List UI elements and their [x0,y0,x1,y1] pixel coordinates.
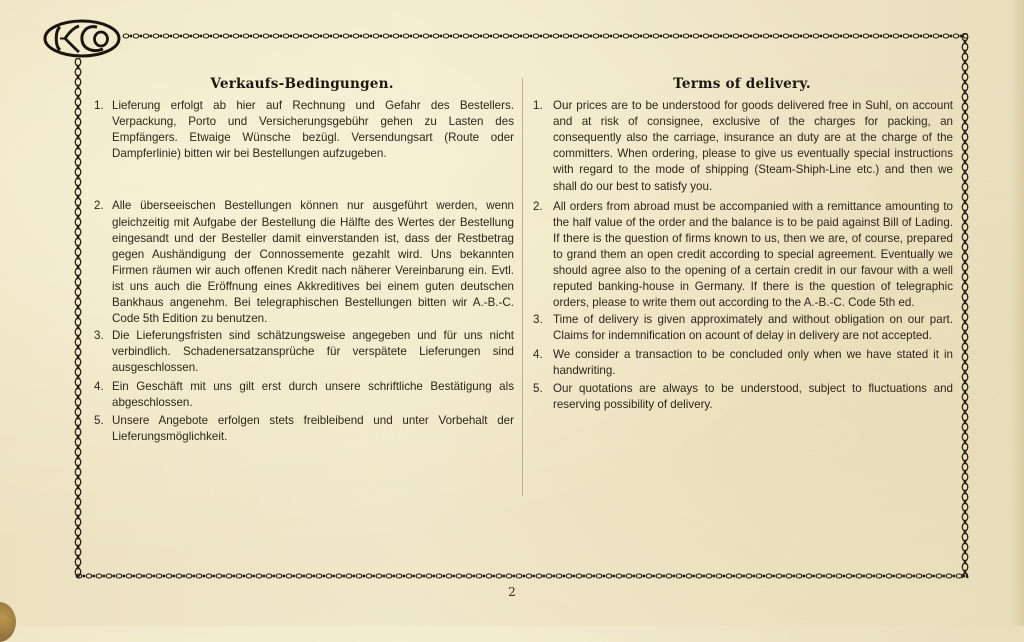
item-text: Our prices are to be understood for goods delivered free in Suhl, on account and at risk of consignee, exclusive of the charges for packing, an consequently also the carriage, insurance an duty are at the charge of the committers. When ordering, please to give us eventually special instructions with regard to the mode of shipping (Steam-Shiph-Line etc.) and then we shall do our best to satisfy you. [553,99,953,193]
german-term-item [90,328,514,376]
german-term-item [90,98,514,162]
ornamental-border-bottom [75,571,968,581]
item-text: We consider a transaction to be concluded only when we have stated it in handwriting. [553,347,953,377]
english-term-item [531,199,953,312]
item-text: Time of delivery is given approximately and without obligation on our part. Claims for indemnification on acount of delay in delivery are not accepted. [553,313,953,343]
page-number: 2 [508,585,516,599]
german-term-item [90,198,514,327]
german-term-item [90,379,514,411]
item-number: 3. [94,329,104,343]
ornamental-border-right [960,33,970,578]
item-text: All orders from abroad must be accompanied with a remittance amounting to the half value of the order and the balance is to be paid against Bill of Lading. If there is the question of firms known to us, then we are, of course, prepared to grand them an open credit according to special agreement. Eventually we should agree also to the opening of a certain credit in our favour with a well reputed banking-house in Germany. If there is the question of telegraphic orders, please to write them out according to the A.-B.-C. Code 5th ed. [553,199,953,310]
paper-stain [0,602,16,642]
item-text: Ein Geschäft mit uns gilt erst durch unsere schriftliche Bestätigung als abgeschlossen. [112,379,514,409]
item-text: Lieferung erfolgt ab hier auf Rechnung und Gefahr des Bestellers. Verpackung, Porto und Versicherungsgebühr gehen zu Lasten des Empfängers. Etwaige Wünsche bezügl. Versendungsart (Route oder Dampferlinie) bitten wir bei Bestellungen aufzugeben. [112,99,514,161]
german-heading: Verkaufs-Bedingungen. [210,76,394,92]
english-term-item [531,312,953,344]
item-number: 1. [533,99,543,113]
kco-monogram-logo [43,19,121,58]
english-term-item [531,347,953,379]
item-number: 2. [94,199,104,213]
item-number: 4. [533,347,543,361]
german-terms-column [90,72,514,445]
item-text: Alle überseeischen Bestellungen können nur ausgeführt werden, wenn gleichzeitig mit Aufgabe der Bestellung die Hälfte des Wertes der Bestellung eingesandt und der Besteller damit einverstanden ist, dass der Restbetrag gegen Aushändigung der Connossemente gezahlt wird. Uns bekannten Firmen räumen wir auch offenen Kredit nach näherer Vereinbarung ein. Evtl. ist uns auch die Eröffnung eines Akkreditives bei einem guten deutschen Bankhaus angenehm. Bei telegraphischen Bestellungen bitten wir A.-B.-C. Code 5th Edition zu benutzen. [112,199,514,326]
english-term-item [531,98,953,195]
ornamental-border-left [73,58,83,578]
english-terms-column [531,72,953,413]
item-number: 4. [94,379,104,393]
item-text: Our quotations are always to be understood, subject to fluctuations and reserving possibility of delivery. [553,381,953,411]
page-edge-shadow [1010,0,1024,626]
item-number: 5. [533,381,543,395]
item-text: Die Lieferungsfristen sind schätzungsweise angegeben und für uns nicht verbindlich. Schadenersatzansprüche für verspätete Lieferungen sind ausgeschlossen. [112,329,514,375]
item-text: Unsere Angebote erfolgen stets freibleibend und unter Vorbehalt der Lieferungsmöglichkeit. [112,413,514,443]
item-number: 1. [94,99,104,113]
english-term-item [531,381,953,413]
english-heading: Terms of delivery. [673,76,811,92]
item-number: 5. [94,413,104,427]
item-number: 2. [533,199,543,213]
german-term-item [90,413,514,445]
column-divider [522,78,523,496]
ornamental-border-top [122,31,968,41]
item-number: 3. [533,313,543,327]
